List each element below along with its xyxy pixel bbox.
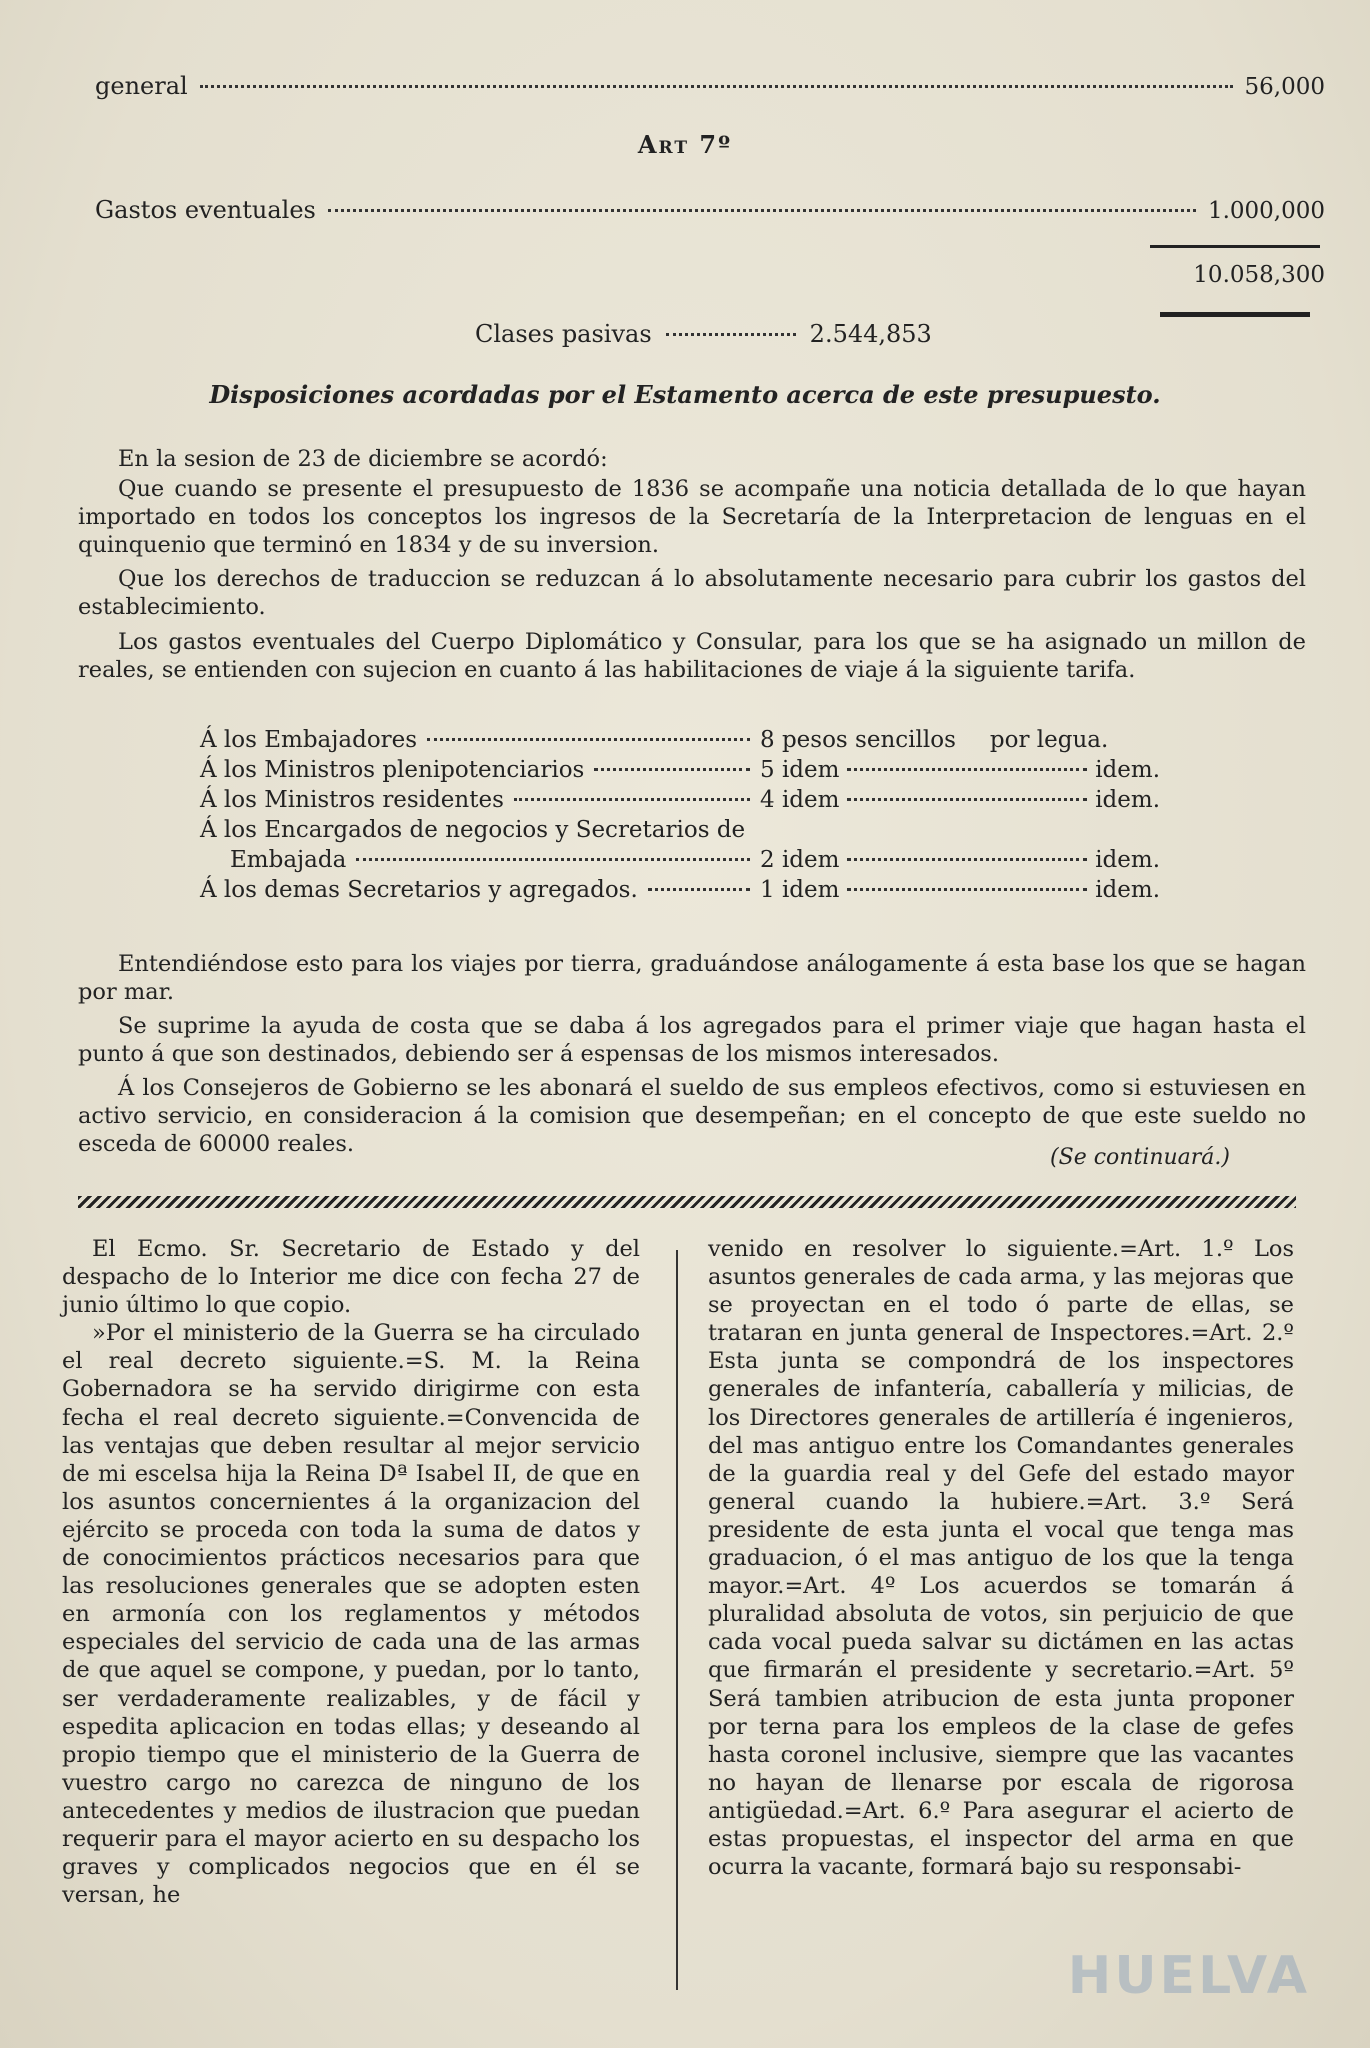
tarifa-row [200,725,1160,755]
tarifa-cargo: Á los Ministros plenipotenciarios [200,757,585,783]
tarifa-cargo: Á los demas Secretarios y agregados. [200,877,638,903]
tarifa-rate: 2 idem [760,847,840,873]
tarifa-table [200,725,1160,905]
tarifa-rate: 4 idem [760,787,840,813]
column-paragraph: »Por el ministerio de la Guerra se ha circulado el real decreto siguiente.=S. M. la Reina Gobernadora se ha servido dirigirme con esta fecha el real decreto siguiente.=Convencida de las ventajas que deben resultar al mejor servicio de mi escelsa hija la Reina Dª Isabel II, de que en los asuntos concernientes á la organizacion del ejército se proceda con toda la suma de datos y de conocimientos prácticos necesarios para que las resoluciones generales que se adopten esten en armonía con los reglamentos y métodos especiales del servicio de cada una de las armas de que aquel se compone, y puedan, por lo tanto, ser verdaderamente realizables, y de fácil y espedita aplicacion en todas ellas; y deseando al propio tiempo que el ministerio de la Guerra de vuestro cargo no carezca de ninguno de los antecedentes y medios de ilustracion que puedan requerir para el mayor acierto en su despacho los graves y complicados negocios que en él se versan, he [62,1320,640,1909]
left-column [62,1235,640,1909]
continuation-note: (Se continuará.) [1050,1145,1230,1170]
clases-pasivas-row [475,320,932,348]
column-paragraph: venido en resolver lo siguiente.=Art. 1.º Los asuntos generales de cada arma, y las mejoras que se proyectan en el todo ó parte de ellas, se trataran en junta general de Inspectores.=Art. 2.º Esta junta se compondrá de los inspectores generales de infantería, caballería y milicias, de los Directores generales de artillería é ingenieros, del mas antiguo entre los Comandantes generales de la guardia real y del Gefe del estado mayor general cuando la hubiere.=Art. 3.º Será presidente de esta junta el vocal que tenga mas graduacion, ó el mas antiguo de los que la tenga mayor.=Art. 4º Los acuerdos se tomarán á pluralidad absoluta de votos, sin perjuicio de que cada vocal pueda salvar su dictámen en las actas que firmarán el presidente y secretario.=Art. 5º Será tambien atribucion de esta junta proponer por terna para los empleos de la clase de gefes hasta coronel inclusive, siempre que las vacantes no hayan de llenarse por escala de rigorosa antigüedad.=Art. 6.º Para asegurar el acierto de estas propuestas, el inspector del arma en que ocurra la vacante, formará bajo su responsabi- [708,1236,1294,1881]
tarifa-unit: idem. [1095,757,1160,783]
paragraph: Á los Consejeros de Gobierno se les abonará el sueldo de sus empleos efectivos, como si estuviesen en activo servicio, en consideracion á la comision que desempeñan; en el concepto de que este sueldo no esceda de 60000 reales. [78,1075,1306,1157]
ledger-row-general [95,72,1325,100]
dot-leader [328,209,1196,212]
article-heading: Art 7º [637,130,733,159]
tarifa-rate: 8 pesos sencillos [760,727,956,753]
sum-rule [1150,245,1320,248]
paragraph: Entendiéndose esto para los viajes por tierra, graduándose análogamente á esta base los que se hagan por mar. [78,951,1306,1005]
right-column [708,1235,1294,1881]
dot-leader [666,333,796,336]
ledger-row-gastos [95,196,1325,224]
tarifa-rate: 1 idem [760,877,840,903]
paragraph: Que los derechos de traduccion se reduzcan á lo absolutamente necesario para cubrir los gastos del establecimiento. [78,566,1306,620]
column-paragraph: El Ecmo. Sr. Secretario de Estado y del despacho de lo Interior me dice con fecha 27 de junio último lo que copio. [62,1236,640,1319]
tarifa-unit: idem. [1095,877,1160,903]
tarifa-cargo: Á los Ministros residentes [200,787,504,813]
ledger-amount: 56,000 [1244,74,1325,100]
paragraph: En la sesion de 23 de diciembre se acordó: [118,446,608,472]
paragraph: Que cuando se presente el presupuesto de 1836 se acompañe una noticia detallada de lo que hayan importado en todos los conceptos los ingresos de la Secretaría de la Interpretacion de lenguas en el quinquenio que terminó en 1834 y de su inversion. [78,476,1306,558]
tarifa-rate: 5 idem [760,757,840,783]
tarifa-row [200,875,1160,905]
pasivas-label: Clases pasivas [475,320,652,348]
tarifa-row [200,785,1160,815]
dot-leader [200,85,1233,88]
tarifa-unit: idem. [1095,847,1160,873]
tarifa-unit: por legua. [989,727,1109,753]
sum-rule-bottom [1160,312,1310,317]
tarifa-row [200,815,1160,875]
tarifa-cargo: Á los Embajadores [200,727,418,753]
tarifa-cargo-cont: Embajada [230,847,347,873]
paragraph: Los gastos eventuales del Cuerpo Diplomático y Consular, para los que se ha asignado un millon de reales, se entienden con sujecion en cuanto á las habilitaciones de viaje á la siguiente tarifa. [78,629,1306,683]
paragraph: Se suprime la ayuda de costa que se daba á los agregados para el primer viaje que hagan hasta el punto á que son destinados, debiendo ser á espensas de los mismos interesados. [78,1013,1306,1067]
ledger-amount: 1.000,000 [1207,198,1325,224]
ledger-label: Gastos eventuales [95,196,316,224]
section-divider [78,1196,1296,1208]
pasivas-amount: 2.544,853 [809,320,932,348]
total-amount: 10.058,300 [1193,262,1325,288]
column-divider [676,1250,678,1990]
ledger-label: general [95,72,188,100]
tarifa-cargo: Á los Encargados de negocios y Secretarios de [200,817,746,843]
disposiciones-heading: Disposiciones acordadas por el Estamento acerca de este presupuesto. [209,380,1161,409]
tarifa-unit: idem. [1095,787,1160,813]
tarifa-row [200,755,1160,785]
library-watermark: HUELVA [1067,1946,1310,2006]
